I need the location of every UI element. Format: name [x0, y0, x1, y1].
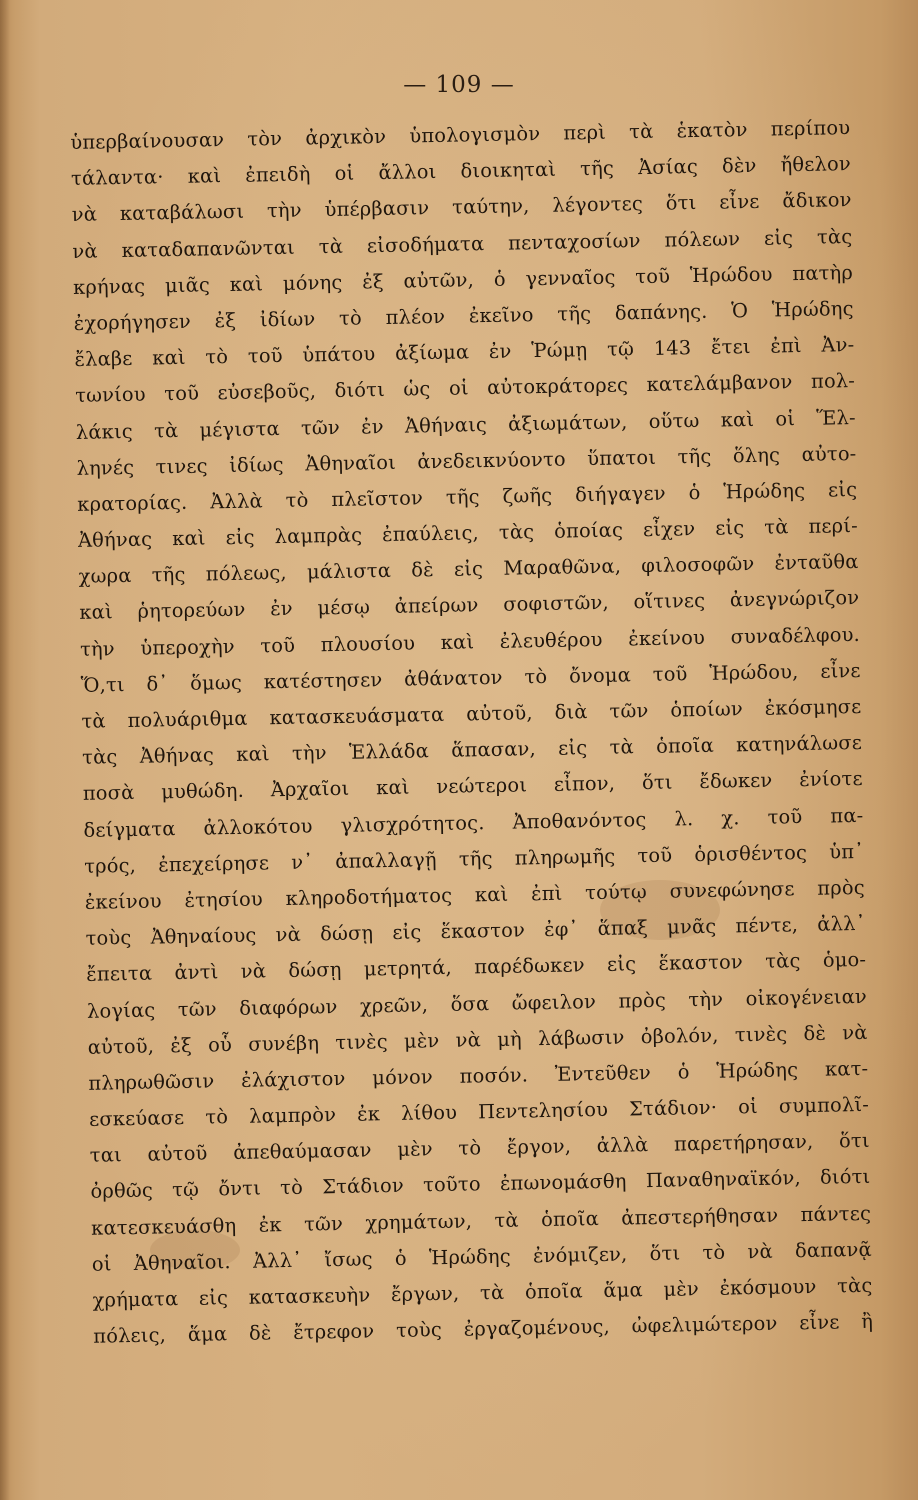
- text-line: Ἀθήνας καὶ εἰς λαμπρὰς ἐπαύλεις, τὰς ὁποίας εἶχεν εἰς τὰ περί-: [77, 514, 859, 552]
- text-line: τωνίου τοῦ εὐσεβοῦς, διότι ὡς οἱ αὐτοκράτορες κατελάμβανον πολ-: [74, 369, 856, 408]
- text-line: λάκις τὰ μέγιστα τῶν ἐν Ἀθήναις ἀξιωμάτων, οὕτω καὶ οἱ Ἕλ-: [75, 405, 856, 444]
- text-line: εσκεύασε τὸ λαμπρὸν ἐκ λίθου Πεντελησίου Στάδιον· οἱ συμπολῖ-: [88, 1092, 870, 1131]
- page-text-body: [70, 110, 873, 1355]
- text-line: ὑπερβαίνουσαν τὸν ἀρχικὸν ὑπολογισμὸν περὶ τὰ ἑκατὸν περίπου: [70, 116, 851, 154]
- text-line: κρατορίας. Ἀλλὰ τὸ πλεῖστον τῆς ζωῆς διήγαγεν ὁ Ἡρώδης εἰς: [77, 477, 858, 516]
- text-line: χωρα τῆς πόλεως, μάλιστα δὲ εἰς Μαραθῶνα, φιλοσοφῶν ἐνταῦθα: [78, 550, 859, 589]
- text-line: νὰ καταδαπανῶνται τὰ εἰσοδήματα πενταχοσίων πόλεων εἰς τὰς: [72, 224, 853, 263]
- text-line: ὀρθῶς τῷ ὄντι τὸ Στάδιον τοῦτο ἐπωνομάσθη Παναθηναϊκόν, διότι: [90, 1165, 871, 1204]
- text-line: ἔλαβε καὶ τὸ τοῦ ὑπάτου ἀξίωμα ἐν Ῥώμῃ τῷ 143 ἔτει ἐπὶ Ἀν-: [74, 333, 855, 372]
- text-line: ἐκείνου ἐτησίου κληροδοτήματος καὶ ἐπὶ τούτῳ συνεφώνησε πρὸς: [84, 875, 866, 914]
- text-line: τὰ πολυάριθμα κατασκευάσματα αὐτοῦ, διὰ τῶν ὁποίων ἐκόσμησε: [81, 694, 862, 733]
- text-line: καὶ ῥητορεύων ἐν μέσῳ ἀπείρων σοφιστῶν, οἵτινες ἀνεγνώριζον: [79, 586, 860, 625]
- text-line: ται αὐτοῦ ἀπεθαύμασαν μὲν τὸ ἔργον, ἀλλὰ παρετήρησαν, ὅτι: [89, 1129, 870, 1168]
- text-line: τοὺς Ἀθηναίους νὰ δώσῃ εἰς ἕκαστον ἐφ᾿ ἅπαξ μνᾶς πέντε, ἀλλ᾿: [85, 912, 866, 950]
- text-line: Ὅ,τι δ᾿ ὅμως κατέστησεν ἀθάνατον τὸ ὄνομα τοῦ Ἡρώδου, εἶνε: [80, 658, 861, 697]
- text-line: δείγματα ἀλλοκότου γλισχρότητος. Ἀποθανόντος λ. χ. τοῦ πα-: [83, 803, 864, 842]
- text-line: ἐχορήγησεν ἐξ ἰδίων τὸ πλέον ἐκεῖνο τῆς δαπάνης. Ὁ Ἡρώδης: [73, 296, 854, 335]
- text-line: αὐτοῦ, ἐξ οὗ συνέβη τινὲς μὲν νὰ μὴ λάβωσιν ὀβολόν, τινὲς δὲ νὰ: [87, 1020, 868, 1059]
- page-number: — 109 —: [403, 72, 515, 98]
- text-line: τρός, ἐπεχείρησε ν᾿ ἀπαλλαγῇ τῆς πληρωμῆς τοῦ ὁρισθέντος ὑπ᾿: [84, 839, 865, 878]
- text-line: ληνές τινες ἰδίως Ἀθηναῖοι ἀνεδεικνύοντο ὕπατοι τῆς ὅλης αὐτο-: [76, 441, 857, 480]
- text-line: πληρωθῶσιν ἐλάχιστον μόνον ποσόν. Ἐντεῦθεν ὁ Ἡρώδης κατ-: [88, 1056, 869, 1095]
- text-line: λογίας τῶν διαφόρων χρεῶν, ὅσα ὤφειλον πρὸς τὴν οἰκογένειαν: [86, 984, 868, 1023]
- text-line: τὴν ὑπεροχὴν τοῦ πλουσίου καὶ ἐλευθέρου ἐκείνου συναδέλφου.: [79, 622, 861, 661]
- text-line: πόλεις, ἅμα δὲ ἔτρεφον τοὺς ἐργαζομένους, ὠφελιμώτερον εἶνε ἢ: [93, 1309, 874, 1348]
- page-binding-shadow: [0, 0, 10, 1500]
- text-line: χρήματα εἰς κατασκευὴν ἔργων, τὰ ὁποῖα ἅμα μὲν ἐκόσμουν τὰς: [92, 1273, 873, 1312]
- text-line: οἱ Ἀθηναῖοι. Ἀλλ᾿ ἴσως ὁ Ἡρώδης ἐνόμιζεν, ὅτι τὸ νὰ δαπανᾷ: [91, 1237, 872, 1276]
- text-line: τάλαντα· καὶ ἐπειδὴ οἱ ἄλλοι διοικηταὶ τῆς Ἀσίας δὲν ἤθελον: [70, 152, 852, 191]
- text-line: ποσὰ μυθώδη. Ἀρχαῖοι καὶ νεώτεροι εἶπον, ὅτι ἔδωκεν ἐνίοτε: [82, 767, 863, 806]
- text-line: ἔπειτα ἀντὶ νὰ δώσῃ μετρητά, παρέδωκεν εἰς ἕκαστον τὰς ὁμο-: [86, 948, 867, 987]
- text-line: κρήνας μιᾶς καὶ μόνης ἐξ αὐτῶν, ὁ γενναῖος τοῦ Ἡρώδου πατὴρ: [72, 260, 854, 299]
- text-line: κατεσκευάσθη ἐκ τῶν χρημάτων, τὰ ὁποῖα ἀπεστερήθησαν πάντες: [90, 1201, 872, 1240]
- text-line: τὰς Ἀθήνας καὶ τὴν Ἑλλάδα ἅπασαν, εἰς τὰ ὁποῖα κατηνάλωσε: [81, 731, 863, 770]
- text-line: νὰ καταβάλωσι τὴν ὑπέρβασιν ταύτην, λέγοντες ὅτι εἶνε ἄδικον: [71, 188, 852, 227]
